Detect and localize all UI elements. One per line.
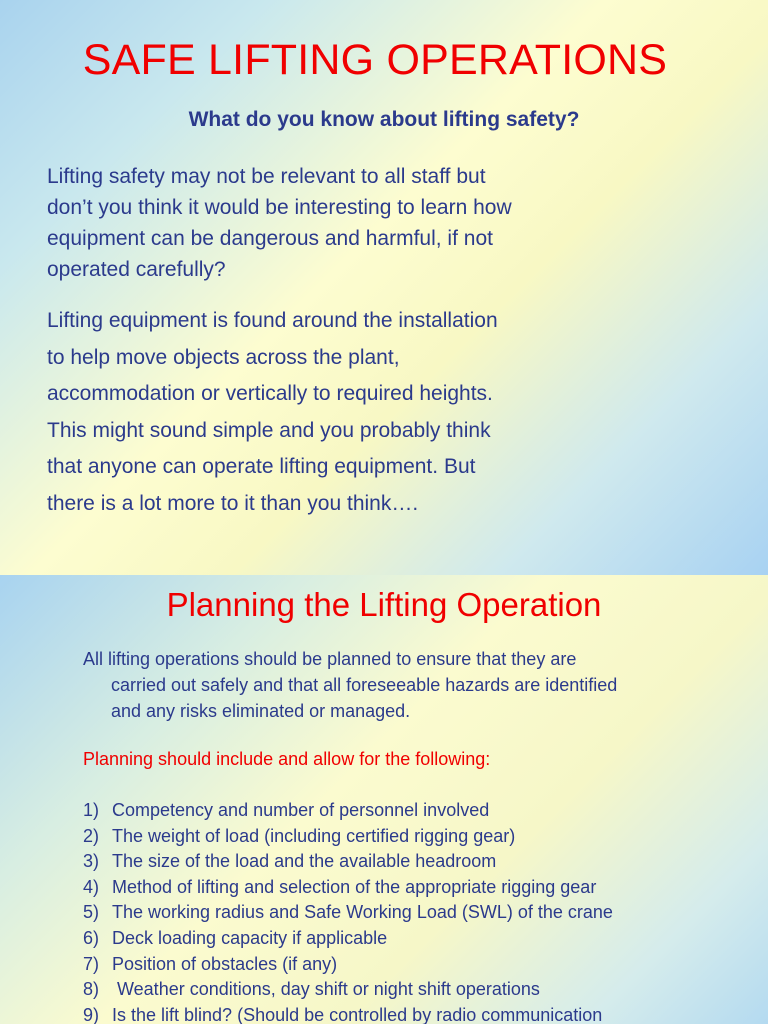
list-text: Is the lift blind? (Should be controlled by radio communication xyxy=(112,1004,603,1024)
paragraph-line: accommodation or vertically to required heights. xyxy=(47,382,493,405)
list-number: 6) xyxy=(83,927,100,948)
paragraph-line: don’t you think it would be interesting to learn how xyxy=(47,196,512,219)
list-text: Method of lifting and selection of the appropriate rigging gear xyxy=(112,876,597,897)
list-text: The working radius and Safe Working Load (SWL) of the crane xyxy=(112,902,613,923)
list-item xyxy=(83,824,763,850)
paragraph-line: Lifting equipment is found around the installation xyxy=(47,309,498,332)
list-number: 3) xyxy=(83,851,100,872)
list-number: 7) xyxy=(83,953,100,974)
list-text: Competency and number of personnel involved xyxy=(112,800,490,820)
list-text: Weather conditions, day shift or night shift operations xyxy=(112,979,540,1000)
list-number: 2) xyxy=(83,825,100,846)
intro-line: All lifting operations should be planned to ensure that they are xyxy=(83,649,577,669)
list-number: 5) xyxy=(83,902,100,923)
planning-intro xyxy=(83,646,753,724)
planning-heading: Planning should include and allow for the following: xyxy=(83,749,491,769)
list-item xyxy=(83,977,763,1003)
list-text: The size of the load and the available headroom xyxy=(112,851,497,872)
paragraph-line: there is a lot more to it than you think…. xyxy=(47,491,419,515)
list-text: Deck loading capacity if applicable xyxy=(112,927,388,948)
paragraph-line: Lifting safety may not be relevant to all staff but xyxy=(47,165,486,188)
paragraph-line: that anyone can operate lifting equipment. But xyxy=(47,455,476,478)
equipment-paragraph xyxy=(47,303,747,522)
list-item xyxy=(83,900,763,926)
list-item xyxy=(83,926,763,952)
list-text: The weight of load (including certified rigging gear) xyxy=(112,825,516,846)
list-item xyxy=(83,1003,763,1024)
paragraph-line: operated carefully? xyxy=(47,258,226,281)
list-item xyxy=(83,849,763,875)
list-text: Position of obstacles (if any) xyxy=(112,953,338,974)
intro-paragraph xyxy=(47,161,747,285)
list-number: 4) xyxy=(83,876,100,897)
list-number: 8) xyxy=(83,979,100,1000)
slide-title: SAFE LIFTING OPERATIONS xyxy=(82,36,668,84)
list-number: 9) xyxy=(83,1004,100,1024)
intro-line: and any risks eliminated or managed. xyxy=(111,701,411,721)
list-item xyxy=(83,798,763,824)
slide-title: Planning the Lifting Operation xyxy=(166,586,602,623)
paragraph-line: to help move objects across the plant, xyxy=(47,345,400,369)
intro-line: carried out safely and that all foreseeable hazards are identified xyxy=(111,675,618,695)
paragraph-line: This might sound simple and you probably think xyxy=(47,418,491,442)
list-number: 1) xyxy=(83,800,100,820)
slide-planning-lifting-operation xyxy=(0,575,768,1024)
planning-checklist xyxy=(83,798,763,1024)
paragraph-line: equipment can be dangerous and harmful, if not xyxy=(47,227,493,250)
slide-subtitle: What do you know about lifting safety? xyxy=(188,108,580,131)
list-item xyxy=(83,952,763,978)
list-item xyxy=(83,875,763,901)
